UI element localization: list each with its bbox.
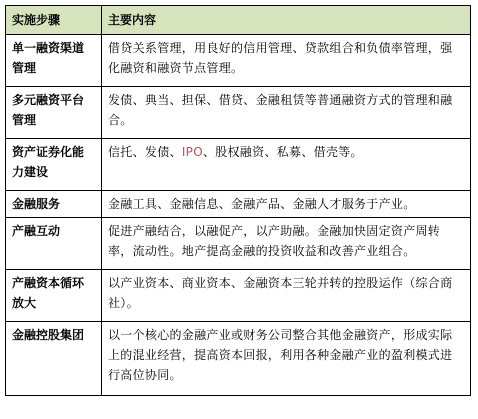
implementation-table: [5, 5, 471, 396]
table-row: [6, 270, 471, 322]
row-content: 借贷关系管理，用良好的信用管理、贷款组合和负债率管理，强化融资和融资节点管理。: [102, 35, 471, 87]
implementation-table-wrapper: [5, 5, 470, 396]
table-row: [6, 87, 471, 139]
row-step: 金融控股集团: [6, 322, 102, 396]
row-step: 产融资本循环放大: [6, 270, 102, 322]
row-step: 产融互动: [6, 218, 102, 270]
highlight-ipo: IPO: [181, 145, 203, 159]
header-content: 主要内容: [102, 6, 471, 35]
row-content: 促进产融结合，以融促产，以产助融。金融加快固定资产周转率，流动性。地产提高金融的投资收益和改善产业组合。: [102, 218, 471, 270]
row-step: 单一融资渠道管理: [6, 35, 102, 87]
row-step: 金融服务: [6, 191, 102, 218]
content-text: 信托、发债、: [108, 145, 182, 159]
table-row: [6, 139, 471, 191]
row-content: 以产业资本、商业资本、金融资本三轮并转的控股运作（综合商社）。: [102, 270, 471, 322]
row-content: 以一个核心的金融产业或财务公司整合其他金融资产，形成实际上的混业经营，提高资本回报，利用各种金融产业的盈利模式进行高位协同。: [102, 322, 471, 396]
row-step: 资产证券化能力建设: [6, 139, 102, 191]
row-step: 多元融资平台管理: [6, 87, 102, 139]
table-row: [6, 218, 471, 270]
table-header-row: [6, 6, 471, 35]
row-content: [102, 139, 471, 191]
row-content: 金融工具、金融信息、金融产品、金融人才服务于产业。: [102, 191, 471, 218]
content-text: 、股权融资、私募、借壳等。: [202, 145, 363, 159]
table-row: [6, 191, 471, 218]
row-content: 发债、典当、担保、借贷、金融租赁等普通融资方式的管理和融合。: [102, 87, 471, 139]
table-row: [6, 322, 471, 396]
header-step: 实施步骤: [6, 6, 102, 35]
table-row: [6, 35, 471, 87]
